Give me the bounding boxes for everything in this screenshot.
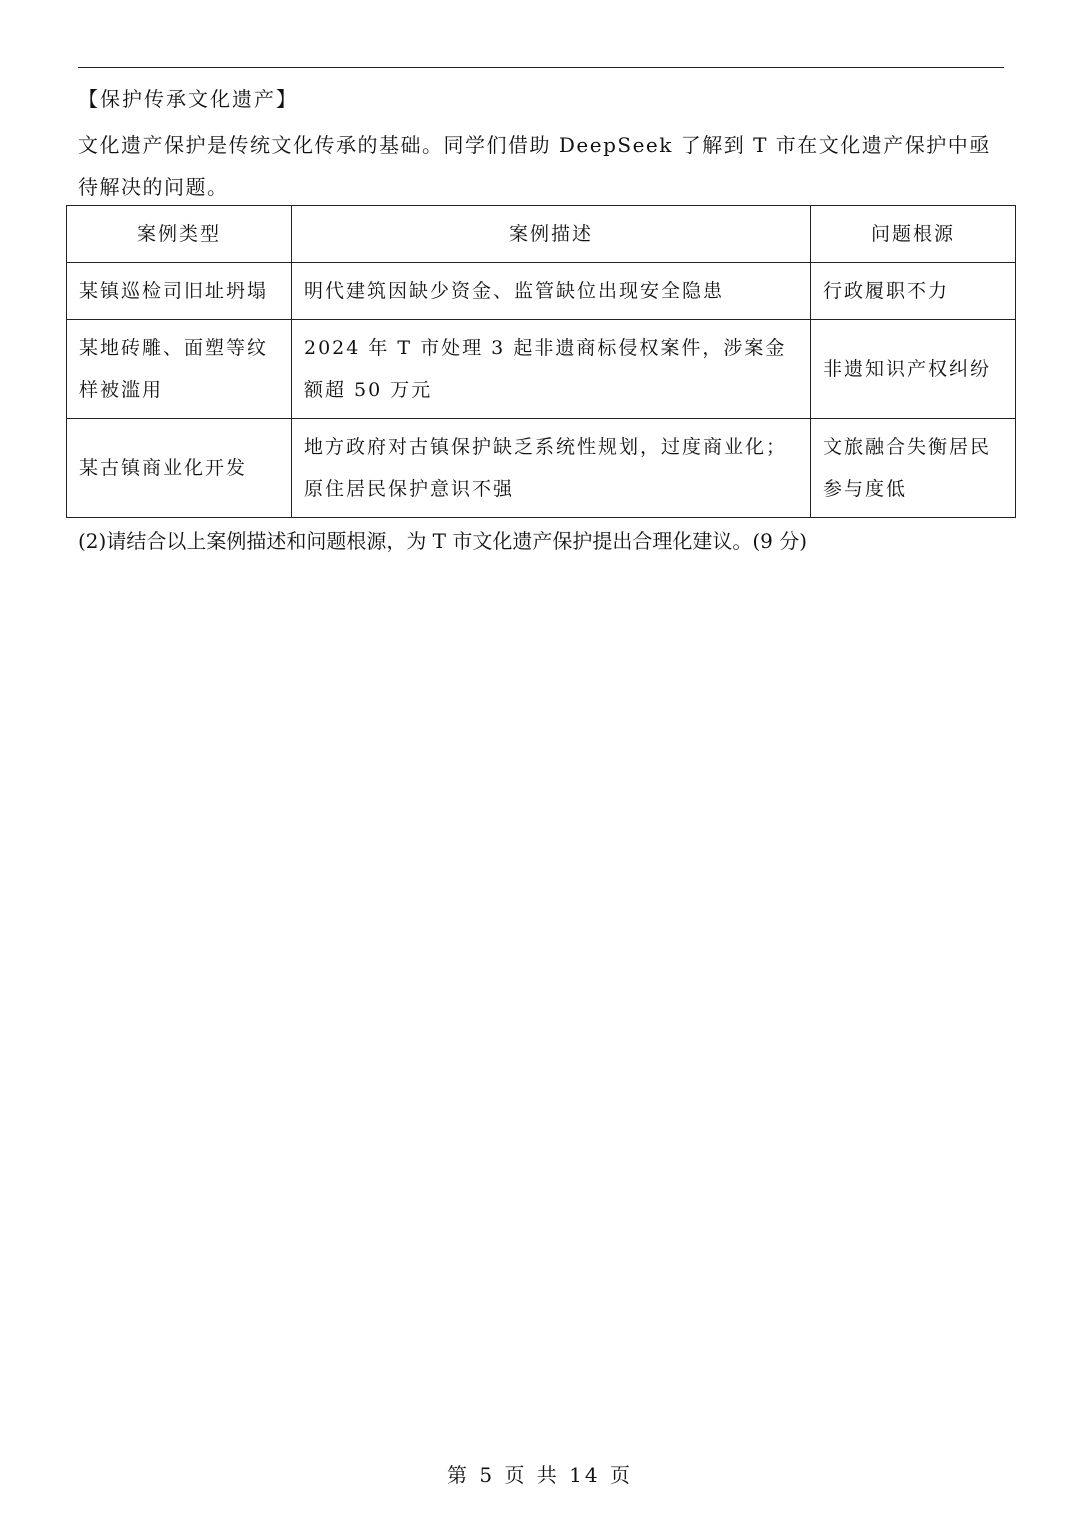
case-type-cell: 某镇巡检司旧址坍塌	[67, 263, 292, 320]
case-description-cell: 2024 年 T 市处理 3 起非遗商标侵权案件，涉案金额超 50 万元	[292, 320, 811, 419]
problem-root-cell: 行政履职不力	[811, 263, 1016, 320]
header-problem-root: 问题根源	[811, 206, 1016, 263]
intro-paragraph: 文化遗产保护是传统文化传承的基础。同学们借助 DeepSeek 了解到 T 市在文化遗产保护中亟待解决的问题。	[78, 133, 991, 199]
table-row	[67, 419, 1016, 518]
header-case-description: 案例描述	[292, 206, 811, 263]
table-row	[67, 320, 1016, 419]
case-table	[66, 205, 1016, 518]
problem-root-cell: 非遗知识产权纠纷	[811, 320, 1016, 419]
question-prompt: (2)请结合以上案例描述和问题根源，为 T 市文化遗产保护提出合理化建议。(9 分)	[78, 529, 808, 553]
page-number: 第 5 页 共 14 页	[447, 1463, 633, 1487]
header-rule	[78, 67, 1004, 68]
table-row	[67, 263, 1016, 320]
case-type-cell: 某地砖雕、面塑等纹样被滥用	[67, 320, 292, 419]
case-description-cell: 地方政府对古镇保护缺乏系统性规划，过度商业化；原住居民保护意识不强	[292, 419, 811, 518]
section-heading: 【保护传承文化遗产】	[78, 87, 298, 111]
case-description-cell: 明代建筑因缺少资金、监管缺位出现安全隐患	[292, 263, 811, 320]
case-type-cell: 某古镇商业化开发	[67, 419, 292, 518]
header-case-type: 案例类型	[67, 206, 292, 263]
table-header-row	[67, 206, 1016, 263]
problem-root-cell: 文旅融合失衡居民参与度低	[811, 419, 1016, 518]
